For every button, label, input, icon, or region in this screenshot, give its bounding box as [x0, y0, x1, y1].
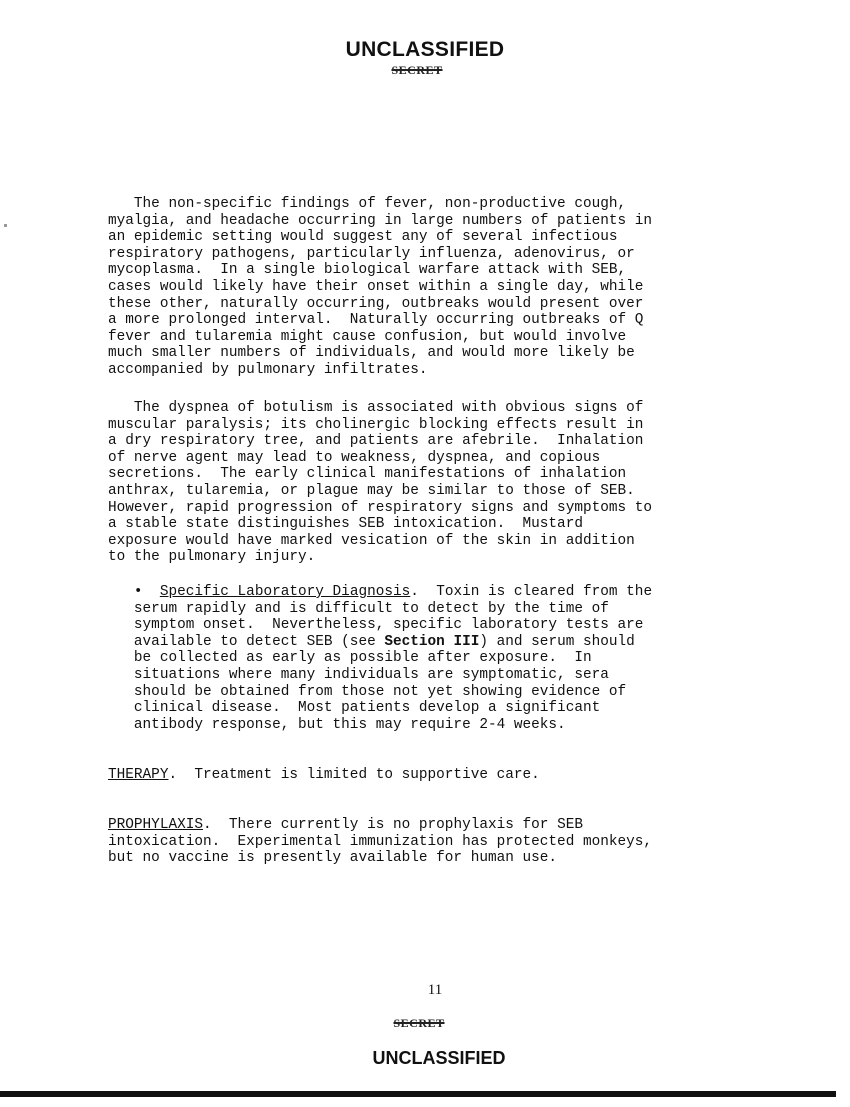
- section-reference: Section III: [384, 633, 480, 650]
- prophylaxis-first-line-text: . There currently is no prophylaxis for SEB: [203, 817, 583, 833]
- bullet-marker: •: [108, 584, 160, 600]
- struck-secret-marking-top: SECRET: [391, 63, 443, 77]
- therapy-text: . Treatment is limited to supportive care.: [168, 767, 540, 783]
- lab-diagnosis-line-1: [108, 584, 788, 601]
- prophylaxis-remaining-lines: intoxication. Experimental immunization has protected monkeys, but no vaccine is presently available for human use.: [108, 833, 653, 867]
- lab-diagnosis-line-4-end: ) and serum should: [479, 633, 635, 650]
- therapy-paragraph: [108, 767, 788, 784]
- prophylaxis-paragraph: [108, 817, 788, 867]
- lab-diagnosis-line-3: symptom onset. Nevertheless, specific laboratory tests are: [108, 617, 644, 634]
- therapy-heading: THERAPY: [108, 767, 169, 783]
- paragraph-differential-infectious: The non-specific findings of fever, non-productive cough, myalgia, and headache occurring in large numbers of patients in an epidemic setting would suggest any of several infectious respiratory pathogens, particularly influenza, adenovirus, or mycoplasma. In a single biological warfare attack with SEB, cases would likely have their onset within a single day, while these other, naturally occurring, outbreaks would present over a more prolonged interval. Naturally occurring outbreaks of Q fever and tularemia might cause confusion, but would involve much smaller numbers of individuals, and would more likely be accompanied by pulmonary infiltrates.: [108, 196, 653, 378]
- paragraph-differential-chemical: The dyspnea of botulism is associated with obvious signs of muscular paralysis; its cholinergic blocking effects result in a dry respiratory tree, and patients are afebrile. Inhalation of nerve agent may lead to weakness, dyspnea, and copious secretions. The early clinical manifestations of inhalation anthrax, tularemia, or plague may be similar to those of SEB. However, rapid progression of respiratory signs and symptoms to a stable state distinguishes SEB intoxication. Mustard exposure would have marked vesication of the skin in addition to the pulmonary injury.: [108, 400, 653, 566]
- page-number: 11: [427, 982, 443, 998]
- top-classification-marking: UNCLASSIFIED: [345, 38, 505, 61]
- lab-diagnosis-line-2: serum rapidly and is difficult to detect by the time of: [108, 600, 609, 617]
- lab-diagnosis-first-line-text: . Toxin is cleared from the: [410, 584, 653, 600]
- lab-diagnosis-line-4: [108, 634, 788, 651]
- prophylaxis-heading: PROPHYLAXIS: [108, 817, 203, 833]
- bottom-classification-marking: UNCLASSIFIED: [372, 1048, 506, 1068]
- lab-diagnosis-remaining-lines: be collected as early as possible after exposure. In situations where many individuals are symptomatic, sera should be obtained from those not yet showing evidence of clinical disease. Most patients develop a significant antibody response, but this may require 2-4 weeks.: [133, 650, 627, 733]
- lab-diagnosis-bullet: [108, 584, 788, 733]
- struck-secret-marking-bottom: SECRET: [393, 1016, 445, 1030]
- prophylaxis-line-1: [108, 817, 788, 834]
- lab-diagnosis-line-4-start: available to detect SEB (see: [108, 633, 385, 650]
- bottom-scan-edge: [0, 1091, 836, 1097]
- margin-speck: [4, 224, 7, 227]
- lab-diagnosis-heading: Specific Laboratory Diagnosis: [159, 584, 411, 600]
